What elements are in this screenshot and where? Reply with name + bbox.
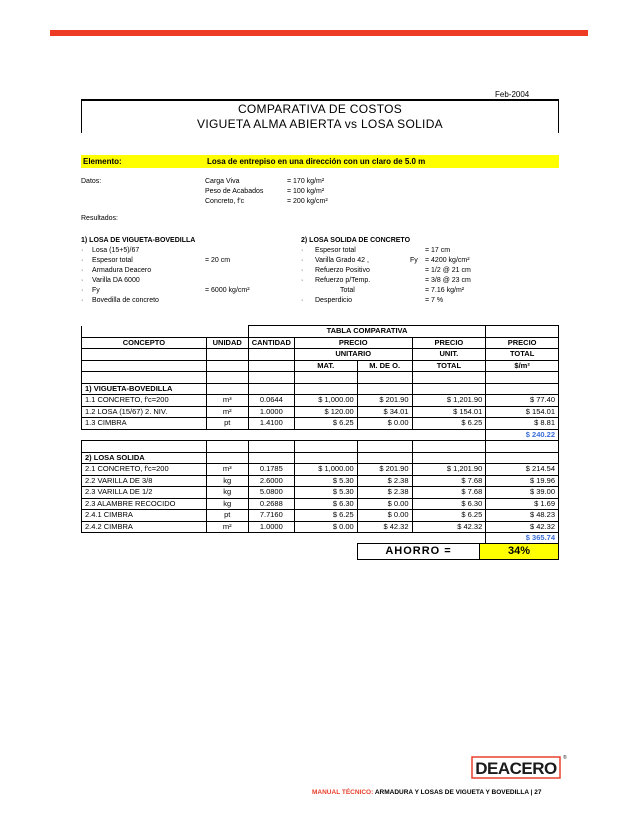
cell-precio-unit: $ 7.68 bbox=[412, 487, 486, 499]
right-item-value: = 1/2 @ 21 cm bbox=[425, 267, 471, 274]
footer-text: ARMADURA Y LOSAS DE VIGUETA Y BOVEDILLA | 27 bbox=[374, 789, 542, 796]
cell-unidad: m² bbox=[206, 521, 248, 533]
right-item-label: Fy bbox=[410, 257, 418, 264]
cell-mat: $ 1,000.00 bbox=[294, 464, 357, 476]
header-total: TOTAL bbox=[486, 349, 559, 361]
cell-mdeo: $ 2.38 bbox=[357, 475, 412, 487]
cell-precio-unit: $ 6.30 bbox=[412, 498, 486, 510]
bullet: · bbox=[81, 257, 84, 264]
cell-precio-total: $ 214.54 bbox=[486, 464, 559, 476]
cell-cantidad: 7.7160 bbox=[248, 510, 294, 522]
bullet: · bbox=[301, 247, 304, 254]
right-item-value: = 7 % bbox=[425, 297, 444, 304]
page-title: COMPARATIVA DE COSTOS bbox=[237, 102, 403, 116]
elemento-value: Losa de entrepiso en una dirección con un claro de 5.0 m bbox=[207, 157, 426, 166]
elemento-row bbox=[81, 155, 559, 168]
section-total: $ 365.74 bbox=[486, 533, 559, 545]
left-item-name: Espesor total bbox=[92, 257, 133, 264]
table-row bbox=[82, 475, 559, 487]
left-item-value: = 6000 kg/cm² bbox=[205, 287, 250, 294]
datos-item-name: Carga Viva bbox=[205, 178, 240, 185]
datos-item-name: Concreto, f'c bbox=[205, 198, 245, 205]
cell-mdeo: $ 0.00 bbox=[357, 498, 412, 510]
document-date: Feb-2004 bbox=[495, 90, 530, 99]
cell-cantidad: 5.0800 bbox=[248, 487, 294, 499]
cell-precio-total: $ 8.81 bbox=[486, 418, 559, 430]
cell-mat: $ 1,000.00 bbox=[294, 395, 357, 407]
cell-cantidad: 0.0644 bbox=[248, 395, 294, 407]
section-header-row bbox=[82, 452, 559, 464]
cell-mdeo: $ 201.90 bbox=[357, 395, 412, 407]
cell-unidad: pt bbox=[206, 418, 248, 430]
right-section-title: 2) LOSA SOLIDA DE CONCRETO bbox=[301, 237, 411, 244]
header-unitario: UNITARIO bbox=[294, 349, 412, 361]
cell-precio-unit: $ 6.25 bbox=[412, 510, 486, 522]
right-item-name: Refuerzo p/Temp. bbox=[315, 277, 371, 284]
right-item-label: Total bbox=[340, 287, 355, 294]
datos-label: Datos: bbox=[81, 178, 102, 185]
footer-prefix: MANUAL TÉCNICO: bbox=[312, 789, 374, 796]
datos-item-name: Peso de Acabados bbox=[205, 188, 264, 195]
spacer-row bbox=[82, 441, 559, 453]
header-unidad: UNIDAD bbox=[206, 337, 248, 349]
table-row bbox=[82, 487, 559, 499]
cell-concepto: 1.2 LOSA (15/67) 2. NIV. bbox=[82, 406, 207, 418]
header-precio-total: PRECIO bbox=[486, 337, 559, 349]
cell-cantidad: 0.1785 bbox=[248, 464, 294, 476]
right-item-value: = 7.16 kg/m² bbox=[425, 287, 465, 294]
header-mat: MAT. bbox=[294, 360, 357, 372]
cell-concepto: 2.4.2 CIMBRA bbox=[82, 521, 207, 533]
right-item-name: Espesor total bbox=[315, 247, 356, 254]
cell-precio-unit: $ 154.01 bbox=[412, 406, 486, 418]
right-item-name: Refuerzo Positivo bbox=[315, 267, 370, 274]
cell-precio-total: $ 42.32 bbox=[486, 521, 559, 533]
cell-mdeo: $ 34.01 bbox=[357, 406, 412, 418]
left-item-name: Varilla DA 6000 bbox=[92, 277, 140, 284]
cell-precio-unit: $ 6.25 bbox=[412, 418, 486, 430]
header-total-label: TOTAL bbox=[412, 360, 486, 372]
bullet: · bbox=[81, 247, 84, 254]
cell-unidad: m² bbox=[206, 406, 248, 418]
header-cantidad: CANTIDAD bbox=[248, 337, 294, 349]
header-precio: PRECIO bbox=[294, 337, 412, 349]
bullet: · bbox=[81, 287, 84, 294]
cell-precio-total: $ 1.69 bbox=[486, 498, 559, 510]
cell-unidad: m³ bbox=[206, 395, 248, 407]
deacero-logo bbox=[470, 754, 566, 780]
left-item-name: Losa (15+5)/67 bbox=[92, 247, 140, 254]
right-item-name: Desperdicio bbox=[315, 297, 352, 304]
left-section-title: 1) LOSA DE VIGUETA-BOVEDILLA bbox=[81, 237, 196, 244]
comparison-table bbox=[81, 325, 559, 545]
section-title: 1) VIGUETA-BOVEDILLA bbox=[82, 383, 207, 395]
cell-mat: $ 6.30 bbox=[294, 498, 357, 510]
left-item-value: = 20 cm bbox=[205, 257, 231, 264]
header-mdeo: M. DE O. bbox=[357, 360, 412, 372]
cell-mat: $ 6.25 bbox=[294, 418, 357, 430]
right-item-value: = 4200 kg/cm² bbox=[425, 257, 470, 264]
cell-cantidad: 1.4100 bbox=[248, 418, 294, 430]
cell-unidad: kg bbox=[206, 498, 248, 510]
left-item-name: Fy bbox=[92, 287, 100, 294]
cell-precio-unit: $ 42.32 bbox=[412, 521, 486, 533]
elemento-label: Elemento: bbox=[83, 157, 122, 166]
right-item-value: = 3/8 @ 23 cm bbox=[425, 277, 471, 284]
cell-mat: $ 5.30 bbox=[294, 487, 357, 499]
table-row bbox=[82, 464, 559, 476]
section-total-row bbox=[82, 429, 559, 441]
right-item-value: = 17 cm bbox=[425, 247, 451, 254]
cell-precio-unit: $ 1,201.90 bbox=[412, 395, 486, 407]
cell-mdeo: $ 2.38 bbox=[357, 487, 412, 499]
bullet: · bbox=[81, 297, 84, 304]
spacer-row bbox=[82, 372, 559, 384]
table-title: TABLA COMPARATIVA bbox=[248, 326, 486, 338]
cell-precio-total: $ 19.96 bbox=[486, 475, 559, 487]
cell-mat: $ 0.00 bbox=[294, 521, 357, 533]
resultados-label: Resultados: bbox=[81, 215, 118, 222]
cell-mdeo: $ 0.00 bbox=[357, 510, 412, 522]
cell-precio-unit: $ 1,201.90 bbox=[412, 464, 486, 476]
bullet: · bbox=[301, 277, 304, 284]
title-box bbox=[81, 99, 559, 133]
table-row bbox=[82, 406, 559, 418]
bullet: · bbox=[81, 267, 84, 274]
top-accent-bar bbox=[50, 30, 588, 36]
cell-unidad: kg bbox=[206, 487, 248, 499]
cell-unidad: kg bbox=[206, 475, 248, 487]
cell-concepto: 1.1 CONCRETO, f'c=200 bbox=[82, 395, 207, 407]
cell-precio-unit: $ 7.68 bbox=[412, 475, 486, 487]
cell-concepto: 2.1 CONCRETO, f'c=200 bbox=[82, 464, 207, 476]
cell-precio-total: $ 77.40 bbox=[486, 395, 559, 407]
cell-concepto: 2.2 VARILLA DE 3/8 bbox=[82, 475, 207, 487]
section-title: 2) LOSA SOLIDA bbox=[82, 452, 207, 464]
footer bbox=[312, 789, 541, 796]
cell-concepto: 2.3 ALAMBRE RECOCIDO bbox=[82, 498, 207, 510]
right-item-name: Varilla Grado 42 , bbox=[315, 257, 369, 264]
cell-cantidad: 1.0000 bbox=[248, 406, 294, 418]
logo-text: DEACERO bbox=[475, 759, 557, 778]
left-item-name: Armadura Deacero bbox=[92, 267, 152, 274]
cell-mdeo: $ 42.32 bbox=[357, 521, 412, 533]
table-row bbox=[82, 395, 559, 407]
ahorro-value: 34% bbox=[479, 544, 558, 559]
bullet: · bbox=[301, 257, 304, 264]
cell-mdeo: $ 0.00 bbox=[357, 418, 412, 430]
cell-unidad: pt bbox=[206, 510, 248, 522]
cell-cantidad: 2.6000 bbox=[248, 475, 294, 487]
logo-registered-mark: ® bbox=[563, 755, 567, 761]
cell-concepto: 2.3 VARILLA DE 1/2 bbox=[82, 487, 207, 499]
cell-precio-total: $ 154.01 bbox=[486, 406, 559, 418]
ahorro-label: AHORRO = bbox=[385, 545, 452, 557]
left-item-name: Bovedilla de concreto bbox=[92, 297, 159, 304]
cell-mdeo: $ 201.90 bbox=[357, 464, 412, 476]
section-total: $ 240.22 bbox=[486, 429, 559, 441]
cell-mat: $ 120.00 bbox=[294, 406, 357, 418]
table-row bbox=[82, 510, 559, 522]
datos-item-value: = 170 kg/m² bbox=[287, 178, 325, 185]
cell-cantidad: 1.0000 bbox=[248, 521, 294, 533]
header-precio-unit: PRECIO bbox=[412, 337, 486, 349]
header-unit: UNIT. bbox=[412, 349, 486, 361]
header-concepto: CONCEPTO bbox=[82, 337, 207, 349]
bullet: · bbox=[81, 277, 84, 284]
ahorro-box bbox=[357, 543, 559, 560]
cell-mat: $ 5.30 bbox=[294, 475, 357, 487]
cell-concepto: 2.4.1 CIMBRA bbox=[82, 510, 207, 522]
header-per-m2: $/m² bbox=[486, 360, 559, 372]
datos-item-value: = 200 kg/cm² bbox=[287, 198, 328, 205]
cell-mat: $ 6.25 bbox=[294, 510, 357, 522]
cell-precio-total: $ 48.23 bbox=[486, 510, 559, 522]
bullet: · bbox=[301, 267, 304, 274]
cell-precio-total: $ 39.00 bbox=[486, 487, 559, 499]
table-row bbox=[82, 498, 559, 510]
page-subtitle: VIGUETA ALMA ABIERTA vs LOSA SOLIDA bbox=[197, 117, 443, 131]
table-row bbox=[82, 521, 559, 533]
datos-item-value: = 100 kg/m² bbox=[287, 188, 325, 195]
section-header-row bbox=[82, 383, 559, 395]
bullet: · bbox=[301, 297, 304, 304]
cell-concepto: 1.3 CIMBRA bbox=[82, 418, 207, 430]
table-row bbox=[82, 418, 559, 430]
cell-cantidad: 0.2688 bbox=[248, 498, 294, 510]
cell-unidad: m³ bbox=[206, 464, 248, 476]
